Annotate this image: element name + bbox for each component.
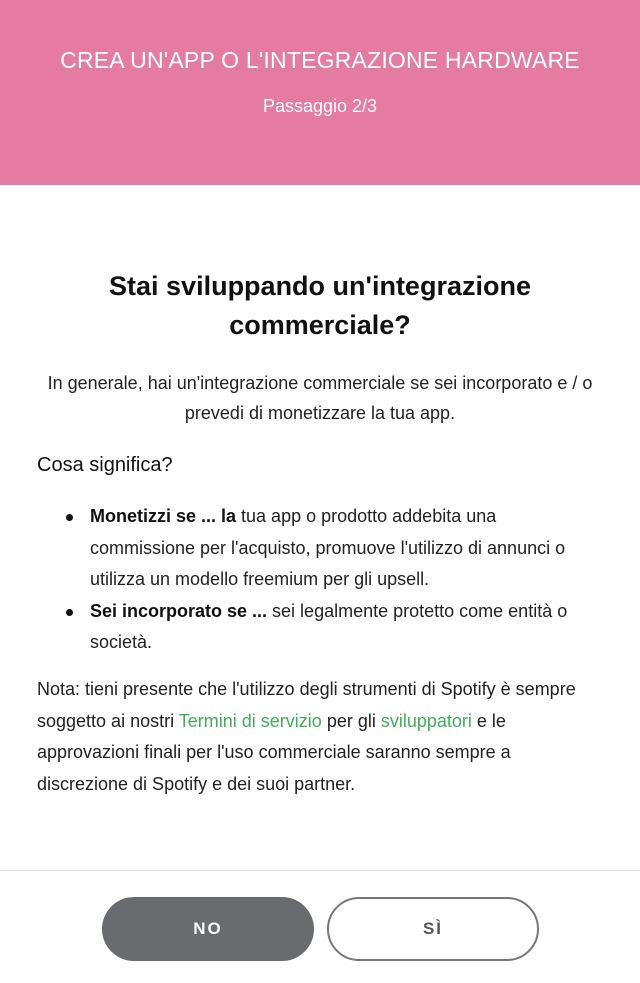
subheading: Cosa significa? [37,454,173,476]
no-button[interactable]: NO [102,897,314,961]
note-text [37,674,600,800]
list-item [90,501,592,596]
note-after: e le approvazioni finali per l'uso commerciale saranno sempre a discrezione di Spotify e dei suoi partner. [37,710,511,794]
note-middle: per gli [321,710,381,731]
note-before: Nota: tieni presente che l'utilizzo degli strumenti di Spotify è sempre soggetto ai nostri [37,679,576,731]
definition-list [90,501,592,659]
step-indicator: Passaggio 2/3 [262,96,378,116]
bullet-bold-label: Monetizzi se ... la [90,506,237,526]
bullet-icon [66,609,73,616]
bullet-text: sei legalmente protetto come entità o società. [90,600,568,652]
list-item [90,596,592,659]
developers-link[interactable]: sviluppatori [380,710,472,731]
footer-divider [0,870,640,871]
terms-of-service-link[interactable]: Termini di servizio [178,710,322,731]
header [0,0,640,185]
bullet-bold-label: Sei incorporato se ... [90,600,268,621]
header-title: CREA UN'APP O L'INTEGRAZIONE HARDWARE [60,47,580,73]
yes-button[interactable]: SÌ [327,897,539,961]
bullet-text: tua app o prodotto addebita una commissione per l'acquisto, promuove l'utilizzo di annunci o utilizza un modello freemium per gli upsell. [90,506,566,589]
question-heading: Stai sviluppando un'integrazione commerciale? [109,271,531,340]
intro-text: In generale, hai un'integrazione commerciale se sei incorporato e / o prevedi di monetizzare la tua app. [47,373,593,423]
bullet-icon [66,514,73,521]
